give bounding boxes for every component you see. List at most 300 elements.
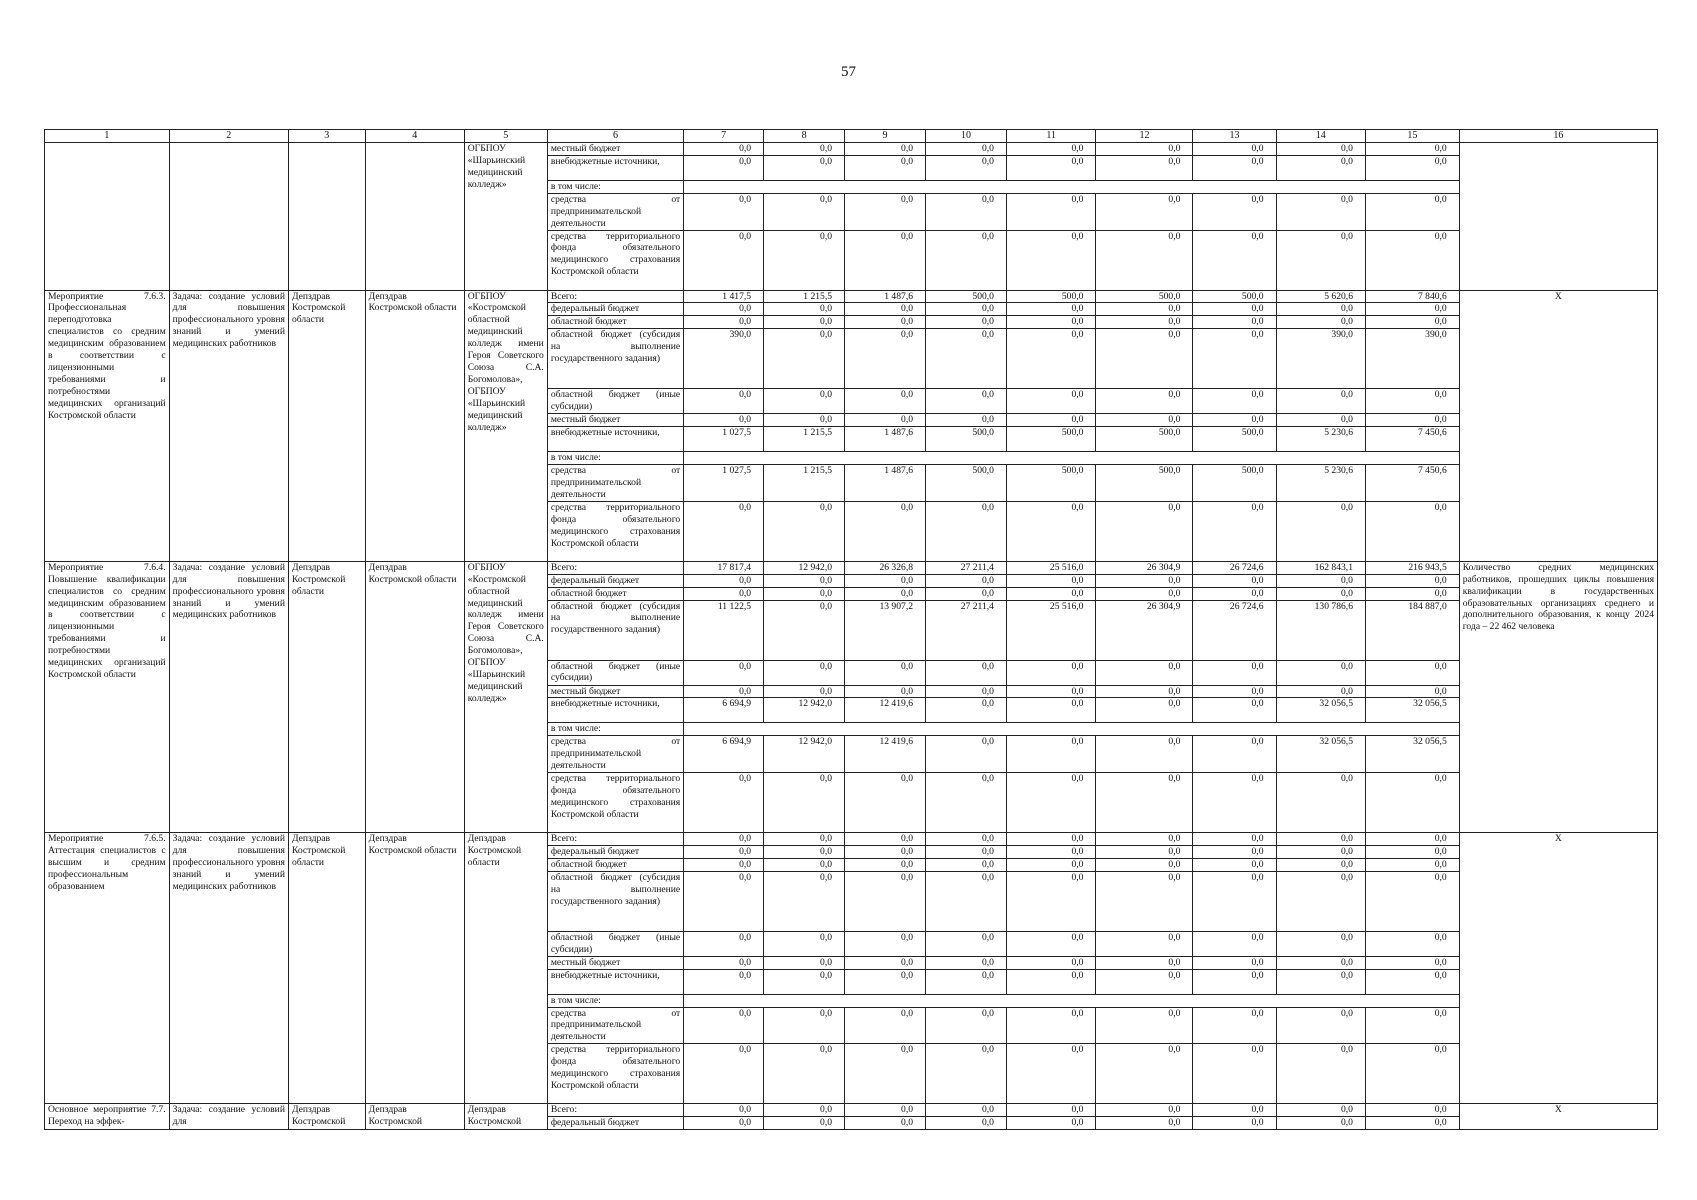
funding-source-label: областной бюджет (субсидия на выполнение государственного задания) [547, 600, 683, 660]
value-cell: 0,0 [764, 600, 845, 660]
value-cell: 500,0 [1006, 465, 1095, 502]
value-cell: 0,0 [1193, 193, 1276, 230]
value-cell: 0,0 [684, 660, 764, 685]
value-cell: 0,0 [845, 660, 926, 685]
value-cell: 0,0 [926, 685, 1007, 698]
indicator-cell: X [1459, 833, 1657, 1104]
value-cell: 1 027,5 [684, 465, 764, 502]
value-cell: 0,0 [926, 845, 1007, 858]
funding-source-label: областной бюджет [547, 316, 683, 329]
value-cell: 390,0 [1276, 329, 1365, 389]
value-cell: 0,0 [1365, 773, 1459, 833]
value-cell: 0,0 [1193, 660, 1276, 685]
value-cell: 32 056,5 [1365, 736, 1459, 773]
value-cell: 0,0 [684, 414, 764, 427]
value-cell: 0,0 [926, 736, 1007, 773]
column-header: 1 [45, 130, 170, 143]
value-cell: 0,0 [1193, 1044, 1276, 1104]
value-cell: 0,0 [845, 143, 926, 156]
indicator-cell [1459, 143, 1657, 291]
value-cell: 0,0 [926, 773, 1007, 833]
value-cell: 0,0 [926, 1117, 1007, 1130]
value-cell: 0,0 [1193, 574, 1276, 587]
value-cell: 0,0 [845, 858, 926, 871]
funding-source-label: федеральный бюджет [547, 574, 683, 587]
value-cell: 0,0 [684, 773, 764, 833]
value-cell: 0,0 [684, 833, 764, 846]
funding-source-label: областной бюджет (иные субсидии) [547, 931, 683, 956]
value-cell: 0,0 [845, 587, 926, 600]
customer: Депздрав Костромской [365, 1104, 464, 1130]
value-cell: 0,0 [1006, 858, 1095, 871]
funding-source-label: местный бюджет [547, 143, 683, 156]
value-cell: 0,0 [684, 931, 764, 956]
value-cell: 0,0 [845, 871, 926, 931]
value-cell: 0,0 [1276, 316, 1365, 329]
value-cell: 0,0 [926, 587, 1007, 600]
value-cell: 7 450,6 [1365, 465, 1459, 502]
value-cell: 0,0 [1096, 1044, 1193, 1104]
value-cell: 0,0 [926, 858, 1007, 871]
value-cell: 0,0 [1365, 193, 1459, 230]
value-cell: 0,0 [1006, 389, 1095, 414]
value-cell: 0,0 [1096, 329, 1193, 389]
continuation-col3 [288, 143, 365, 291]
value-cell: 0,0 [1365, 660, 1459, 685]
column-header: 11 [1006, 130, 1095, 143]
funding-source-label: местный бюджет [547, 414, 683, 427]
responsible-executor: Депздрав Костромской области [288, 833, 365, 1104]
value-cell: 0,0 [1096, 833, 1193, 846]
funding-source-label: внебюджетные источники, [547, 427, 683, 452]
value-cell: 26 724,6 [1193, 561, 1276, 574]
value-cell: 0,0 [684, 845, 764, 858]
value-cell: 0,0 [926, 1104, 1007, 1117]
value-cell: 0,0 [1006, 574, 1095, 587]
value-cell: 500,0 [1193, 465, 1276, 502]
continuation-col1 [45, 143, 170, 291]
value-cell: 0,0 [684, 316, 764, 329]
value-cell: 0,0 [1096, 230, 1193, 290]
value-cell: 0,0 [1276, 230, 1365, 290]
value-cell: 0,0 [1006, 660, 1095, 685]
value-cell: 0,0 [1365, 685, 1459, 698]
value-cell: 0,0 [1096, 660, 1193, 685]
value-cell: 6 694,9 [684, 736, 764, 773]
value-cell: 0,0 [764, 1007, 845, 1044]
value-cell: 1 215,5 [764, 290, 845, 303]
value-cell: 0,0 [1096, 858, 1193, 871]
value-cell: 0,0 [1096, 698, 1193, 723]
table-row [45, 143, 1658, 156]
value-cell: 0,0 [845, 303, 926, 316]
value-cell: 26 304,9 [1096, 600, 1193, 660]
table-row [45, 290, 1658, 303]
value-cell: 0,0 [926, 574, 1007, 587]
value-cell: 0,0 [1365, 956, 1459, 969]
column-header: 3 [288, 130, 365, 143]
value-cell: 0,0 [764, 969, 845, 994]
value-cell: 0,0 [764, 1117, 845, 1130]
value-cell: 0,0 [764, 155, 845, 180]
value-cell: 0,0 [1276, 1104, 1365, 1117]
value-cell: 0,0 [1193, 414, 1276, 427]
value-cell: 0,0 [1006, 833, 1095, 846]
value-cell: 0,0 [1096, 501, 1193, 561]
value-cell: 0,0 [1096, 1117, 1193, 1130]
value-cell: 0,0 [764, 303, 845, 316]
value-cell: 0,0 [1276, 845, 1365, 858]
column-header: 12 [1096, 130, 1193, 143]
value-cell: 0,0 [1193, 773, 1276, 833]
value-cell: 0,0 [1276, 1117, 1365, 1130]
value-cell: 0,0 [684, 155, 764, 180]
value-cell: 0,0 [1193, 871, 1276, 931]
column-header: 16 [1459, 130, 1657, 143]
measure-name: Мероприятие 7.6.3. Профессиональная переподготовка специалистов со средним медицинским образованием в соответствии с лицензионными требованиями и потребностями медицинских организаций Костромской области [45, 290, 170, 561]
value-cell: 0,0 [926, 414, 1007, 427]
column-header: 7 [684, 130, 764, 143]
value-cell: 0,0 [1276, 1007, 1365, 1044]
value-cell: 0,0 [1365, 833, 1459, 846]
column-header: 2 [169, 130, 288, 143]
value-cell: 1 215,5 [764, 427, 845, 452]
funding-source-label: областной бюджет [547, 858, 683, 871]
value-cell: 0,0 [926, 155, 1007, 180]
measure-task: Задача: создание условий для [169, 1104, 288, 1130]
funding-source-label: в том числе: [547, 180, 683, 193]
value-cell: 0,0 [845, 956, 926, 969]
value-cell: 26 326,8 [845, 561, 926, 574]
value-cell: 0,0 [926, 969, 1007, 994]
value-cell: 0,0 [845, 230, 926, 290]
value-cell: 0,0 [926, 931, 1007, 956]
value-cell: 0,0 [926, 329, 1007, 389]
value-cell: 0,0 [926, 956, 1007, 969]
value-cell: 0,0 [1365, 155, 1459, 180]
value-cell: 184 887,0 [1365, 600, 1459, 660]
value-cell: 0,0 [1096, 773, 1193, 833]
value-cell: 0,0 [764, 871, 845, 931]
value-cell: 0,0 [1193, 389, 1276, 414]
value-cell: 27 211,4 [926, 561, 1007, 574]
value-cell: 500,0 [1193, 290, 1276, 303]
column-header: 6 [547, 130, 683, 143]
responsible-executor: Депздрав Костромской [288, 1104, 365, 1130]
value-cell: 12 942,0 [764, 736, 845, 773]
value-cell: 0,0 [1365, 303, 1459, 316]
funding-source-label: федеральный бюджет [547, 303, 683, 316]
value-cell: 0,0 [1365, 871, 1459, 931]
value-cell: 27 211,4 [926, 600, 1007, 660]
value-cell: 0,0 [1276, 587, 1365, 600]
table-row [45, 1104, 1658, 1117]
value-cell: 0,0 [1365, 1007, 1459, 1044]
page-number: 57 [841, 64, 856, 80]
value-cell: 0,0 [1365, 1117, 1459, 1130]
value-cell: 0,0 [764, 858, 845, 871]
value-cell: 0,0 [1193, 858, 1276, 871]
value-cell: 0,0 [684, 1044, 764, 1104]
column-header: 15 [1365, 130, 1459, 143]
funding-source-label: средства от предпринимательской деятельности [547, 193, 683, 230]
value-cell: 0,0 [1193, 143, 1276, 156]
value-cell: 0,0 [684, 230, 764, 290]
value-cell: 1 215,5 [764, 465, 845, 502]
column-header: 9 [845, 130, 926, 143]
value-cell: 0,0 [764, 660, 845, 685]
value-cell: 1 417,5 [684, 290, 764, 303]
value-cell: 7 840,6 [1365, 290, 1459, 303]
value-cell: 0,0 [1365, 858, 1459, 871]
value-cell: 0,0 [764, 329, 845, 389]
value-cell: 0,0 [684, 956, 764, 969]
executor-cell: Депздрав Костромской области [464, 833, 547, 1104]
value-cell: 0,0 [684, 1117, 764, 1130]
value-cell: 12 942,0 [764, 561, 845, 574]
value-cell: 0,0 [684, 303, 764, 316]
value-cell: 0,0 [1006, 845, 1095, 858]
funding-source-label: внебюджетные источники, [547, 155, 683, 180]
funding-source-label: федеральный бюджет [547, 1117, 683, 1130]
column-header: 4 [365, 130, 464, 143]
column-header: 10 [926, 130, 1007, 143]
value-cell: 0,0 [1006, 193, 1095, 230]
value-cell: 130 786,6 [1276, 600, 1365, 660]
value-cell: 0,0 [1006, 587, 1095, 600]
value-cell: 0,0 [845, 1104, 926, 1117]
value-cell: 0,0 [1193, 155, 1276, 180]
funding-source-label: областной бюджет [547, 587, 683, 600]
value-cell: 0,0 [764, 833, 845, 846]
value-cell: 0,0 [1096, 931, 1193, 956]
value-cell: 1 027,5 [684, 427, 764, 452]
measure-name: Мероприятие 7.6.5. Аттестация специалистов с высшим и средним профессиональным образованием [45, 833, 170, 1104]
value-cell: 0,0 [845, 969, 926, 994]
value-cell: 0,0 [1193, 833, 1276, 846]
value-cell: 0,0 [845, 1044, 926, 1104]
value-cell: 0,0 [926, 1007, 1007, 1044]
value-cell: 0,0 [1006, 329, 1095, 389]
value-cell: 0,0 [1096, 969, 1193, 994]
value-cell: 0,0 [1193, 587, 1276, 600]
value-cell: 0,0 [1006, 1117, 1095, 1130]
funding-source-label: средства территориального фонда обязательного медицинского страхования Костромской области [547, 1044, 683, 1104]
funding-source-label: внебюджетные источники, [547, 698, 683, 723]
budget-table [44, 129, 1658, 1130]
value-cell: 0,0 [1193, 316, 1276, 329]
value-cell: 216 943,5 [1365, 561, 1459, 574]
table-row [45, 561, 1658, 574]
value-cell: 0,0 [845, 155, 926, 180]
value-cell: 0,0 [1193, 1007, 1276, 1044]
value-cell: 0,0 [1006, 685, 1095, 698]
value-cell: 17 817,4 [684, 561, 764, 574]
measure-task: Задача: создание условий для повышения профессионального уровня знаний и умений медицинских работников [169, 561, 288, 832]
value-cell: 0,0 [1365, 143, 1459, 156]
funding-source-label: средства территориального фонда обязательного медицинского страхования Костромской области [547, 501, 683, 561]
indicator-cell: Количество средних медицинских работников, прошедших циклы повышения квалификации в государственных образовательных организациях среднего и дополнительного образования, к концу 2024 года – 22 462 человека [1459, 561, 1657, 832]
funding-source-label: в том числе: [547, 994, 683, 1007]
value-cell-empty [684, 723, 1460, 736]
value-cell: 0,0 [764, 143, 845, 156]
value-cell: 0,0 [684, 969, 764, 994]
value-cell: 0,0 [764, 587, 845, 600]
funding-source-label: областной бюджет (иные субсидии) [547, 389, 683, 414]
value-cell: 0,0 [764, 230, 845, 290]
value-cell: 0,0 [1096, 414, 1193, 427]
value-cell: 0,0 [845, 1117, 926, 1130]
funding-source-label: внебюджетные источники, [547, 969, 683, 994]
value-cell: 0,0 [1096, 193, 1193, 230]
funding-source-label: областной бюджет (субсидия на выполнение государственного задания) [547, 329, 683, 389]
value-cell: 0,0 [1193, 303, 1276, 316]
funding-source-label: местный бюджет [547, 956, 683, 969]
value-cell: 0,0 [1096, 685, 1193, 698]
value-cell: 26 724,6 [1193, 600, 1276, 660]
value-cell: 0,0 [1006, 736, 1095, 773]
value-cell: 0,0 [1006, 871, 1095, 931]
value-cell: 0,0 [684, 1007, 764, 1044]
value-cell: 0,0 [1365, 316, 1459, 329]
value-cell: 0,0 [926, 316, 1007, 329]
value-cell: 0,0 [1365, 931, 1459, 956]
value-cell: 0,0 [1193, 736, 1276, 773]
value-cell: 0,0 [1276, 969, 1365, 994]
value-cell: 32 056,5 [1365, 698, 1459, 723]
value-cell-empty [684, 180, 1460, 193]
value-cell: 7 450,6 [1365, 427, 1459, 452]
funding-source-label: Всего: [547, 561, 683, 574]
value-cell: 162 843,1 [1276, 561, 1365, 574]
value-cell: 0,0 [684, 587, 764, 600]
value-cell: 0,0 [1096, 316, 1193, 329]
value-cell: 0,0 [764, 1104, 845, 1117]
value-cell: 0,0 [1006, 956, 1095, 969]
value-cell: 0,0 [1006, 1104, 1095, 1117]
value-cell: 0,0 [1276, 858, 1365, 871]
value-cell: 0,0 [1193, 1117, 1276, 1130]
value-cell: 500,0 [1096, 427, 1193, 452]
value-cell: 0,0 [1096, 155, 1193, 180]
column-header: 13 [1193, 130, 1276, 143]
value-cell: 0,0 [1276, 414, 1365, 427]
value-cell: 0,0 [1006, 773, 1095, 833]
value-cell: 5 230,6 [1276, 427, 1365, 452]
value-cell: 0,0 [684, 193, 764, 230]
value-cell: 0,0 [1276, 871, 1365, 931]
value-cell: 0,0 [926, 698, 1007, 723]
value-cell: 0,0 [926, 1044, 1007, 1104]
value-cell: 0,0 [1193, 969, 1276, 994]
value-cell: 0,0 [1276, 956, 1365, 969]
value-cell: 0,0 [764, 389, 845, 414]
value-cell: 0,0 [1365, 501, 1459, 561]
value-cell: 0,0 [845, 773, 926, 833]
value-cell: 500,0 [1096, 290, 1193, 303]
value-cell: 0,0 [926, 143, 1007, 156]
value-cell: 0,0 [845, 389, 926, 414]
value-cell: 1 487,6 [845, 290, 926, 303]
value-cell: 0,0 [764, 1044, 845, 1104]
value-cell: 0,0 [684, 858, 764, 871]
funding-source-label: средства от предпринимательской деятельности [547, 465, 683, 502]
value-cell: 0,0 [1006, 316, 1095, 329]
funding-source-label: Всего: [547, 833, 683, 846]
value-cell: 0,0 [1276, 193, 1365, 230]
value-cell: 0,0 [926, 871, 1007, 931]
value-cell: 0,0 [1096, 845, 1193, 858]
value-cell: 0,0 [1193, 501, 1276, 561]
value-cell: 0,0 [1096, 574, 1193, 587]
value-cell: 12 419,6 [845, 736, 926, 773]
value-cell: 0,0 [1365, 1104, 1459, 1117]
continuation-col4 [365, 143, 464, 291]
column-header: 14 [1276, 130, 1365, 143]
value-cell: 500,0 [926, 427, 1007, 452]
measure-task: Задача: создание условий для повышения профессионального уровня знаний и умений медицинских работников [169, 833, 288, 1104]
value-cell: 0,0 [764, 414, 845, 427]
value-cell: 0,0 [684, 143, 764, 156]
funding-source-label: местный бюджет [547, 685, 683, 698]
value-cell: 0,0 [926, 230, 1007, 290]
value-cell: 25 516,0 [1006, 600, 1095, 660]
value-cell: 0,0 [926, 303, 1007, 316]
value-cell: 1 487,6 [845, 465, 926, 502]
funding-source-label: Всего: [547, 1104, 683, 1117]
value-cell: 0,0 [1006, 155, 1095, 180]
column-header: 5 [464, 130, 547, 143]
value-cell: 500,0 [1006, 290, 1095, 303]
value-cell: 0,0 [684, 871, 764, 931]
value-cell: 0,0 [1193, 329, 1276, 389]
value-cell: 0,0 [926, 501, 1007, 561]
value-cell: 500,0 [926, 465, 1007, 502]
value-cell: 0,0 [684, 574, 764, 587]
value-cell: 0,0 [845, 833, 926, 846]
value-cell: 0,0 [1193, 956, 1276, 969]
value-cell: 0,0 [845, 931, 926, 956]
value-cell: 0,0 [1096, 143, 1193, 156]
value-cell: 0,0 [845, 193, 926, 230]
value-cell: 0,0 [1193, 845, 1276, 858]
column-header-row [45, 130, 1658, 143]
value-cell: 0,0 [1006, 969, 1095, 994]
funding-source-label: средства от предпринимательской деятельности [547, 1007, 683, 1044]
measure-name: Основное мероприятие 7.7. Переход на эффек- [45, 1104, 170, 1130]
value-cell: 0,0 [1193, 698, 1276, 723]
value-cell: 0,0 [1096, 1104, 1193, 1117]
value-cell: 0,0 [1193, 230, 1276, 290]
measure-name: Мероприятие 7.6.4. Повышение квалификации специалистов со средним медицинским образованием в соответствии с лицензионными требованиями и потребностями медицинских организаций Костромской области [45, 561, 170, 832]
value-cell: 0,0 [845, 414, 926, 427]
value-cell: 0,0 [1006, 303, 1095, 316]
value-cell: 0,0 [764, 316, 845, 329]
measure-task: Задача: создание условий для повышения профессионального уровня знаний и умений медицинских работников [169, 290, 288, 561]
value-cell: 0,0 [684, 501, 764, 561]
funding-source-label: средства территориального фонда обязательного медицинского страхования Костромской области [547, 230, 683, 290]
value-cell: 0,0 [1365, 587, 1459, 600]
funding-source-label: средства от предпринимательской деятельности [547, 736, 683, 773]
value-cell: 0,0 [1276, 155, 1365, 180]
value-cell: 500,0 [1193, 427, 1276, 452]
value-cell: 500,0 [1096, 465, 1193, 502]
value-cell: 0,0 [1276, 685, 1365, 698]
value-cell: 1 487,6 [845, 427, 926, 452]
value-cell: 5 620,6 [1276, 290, 1365, 303]
value-cell: 0,0 [764, 845, 845, 858]
value-cell: 0,0 [926, 389, 1007, 414]
